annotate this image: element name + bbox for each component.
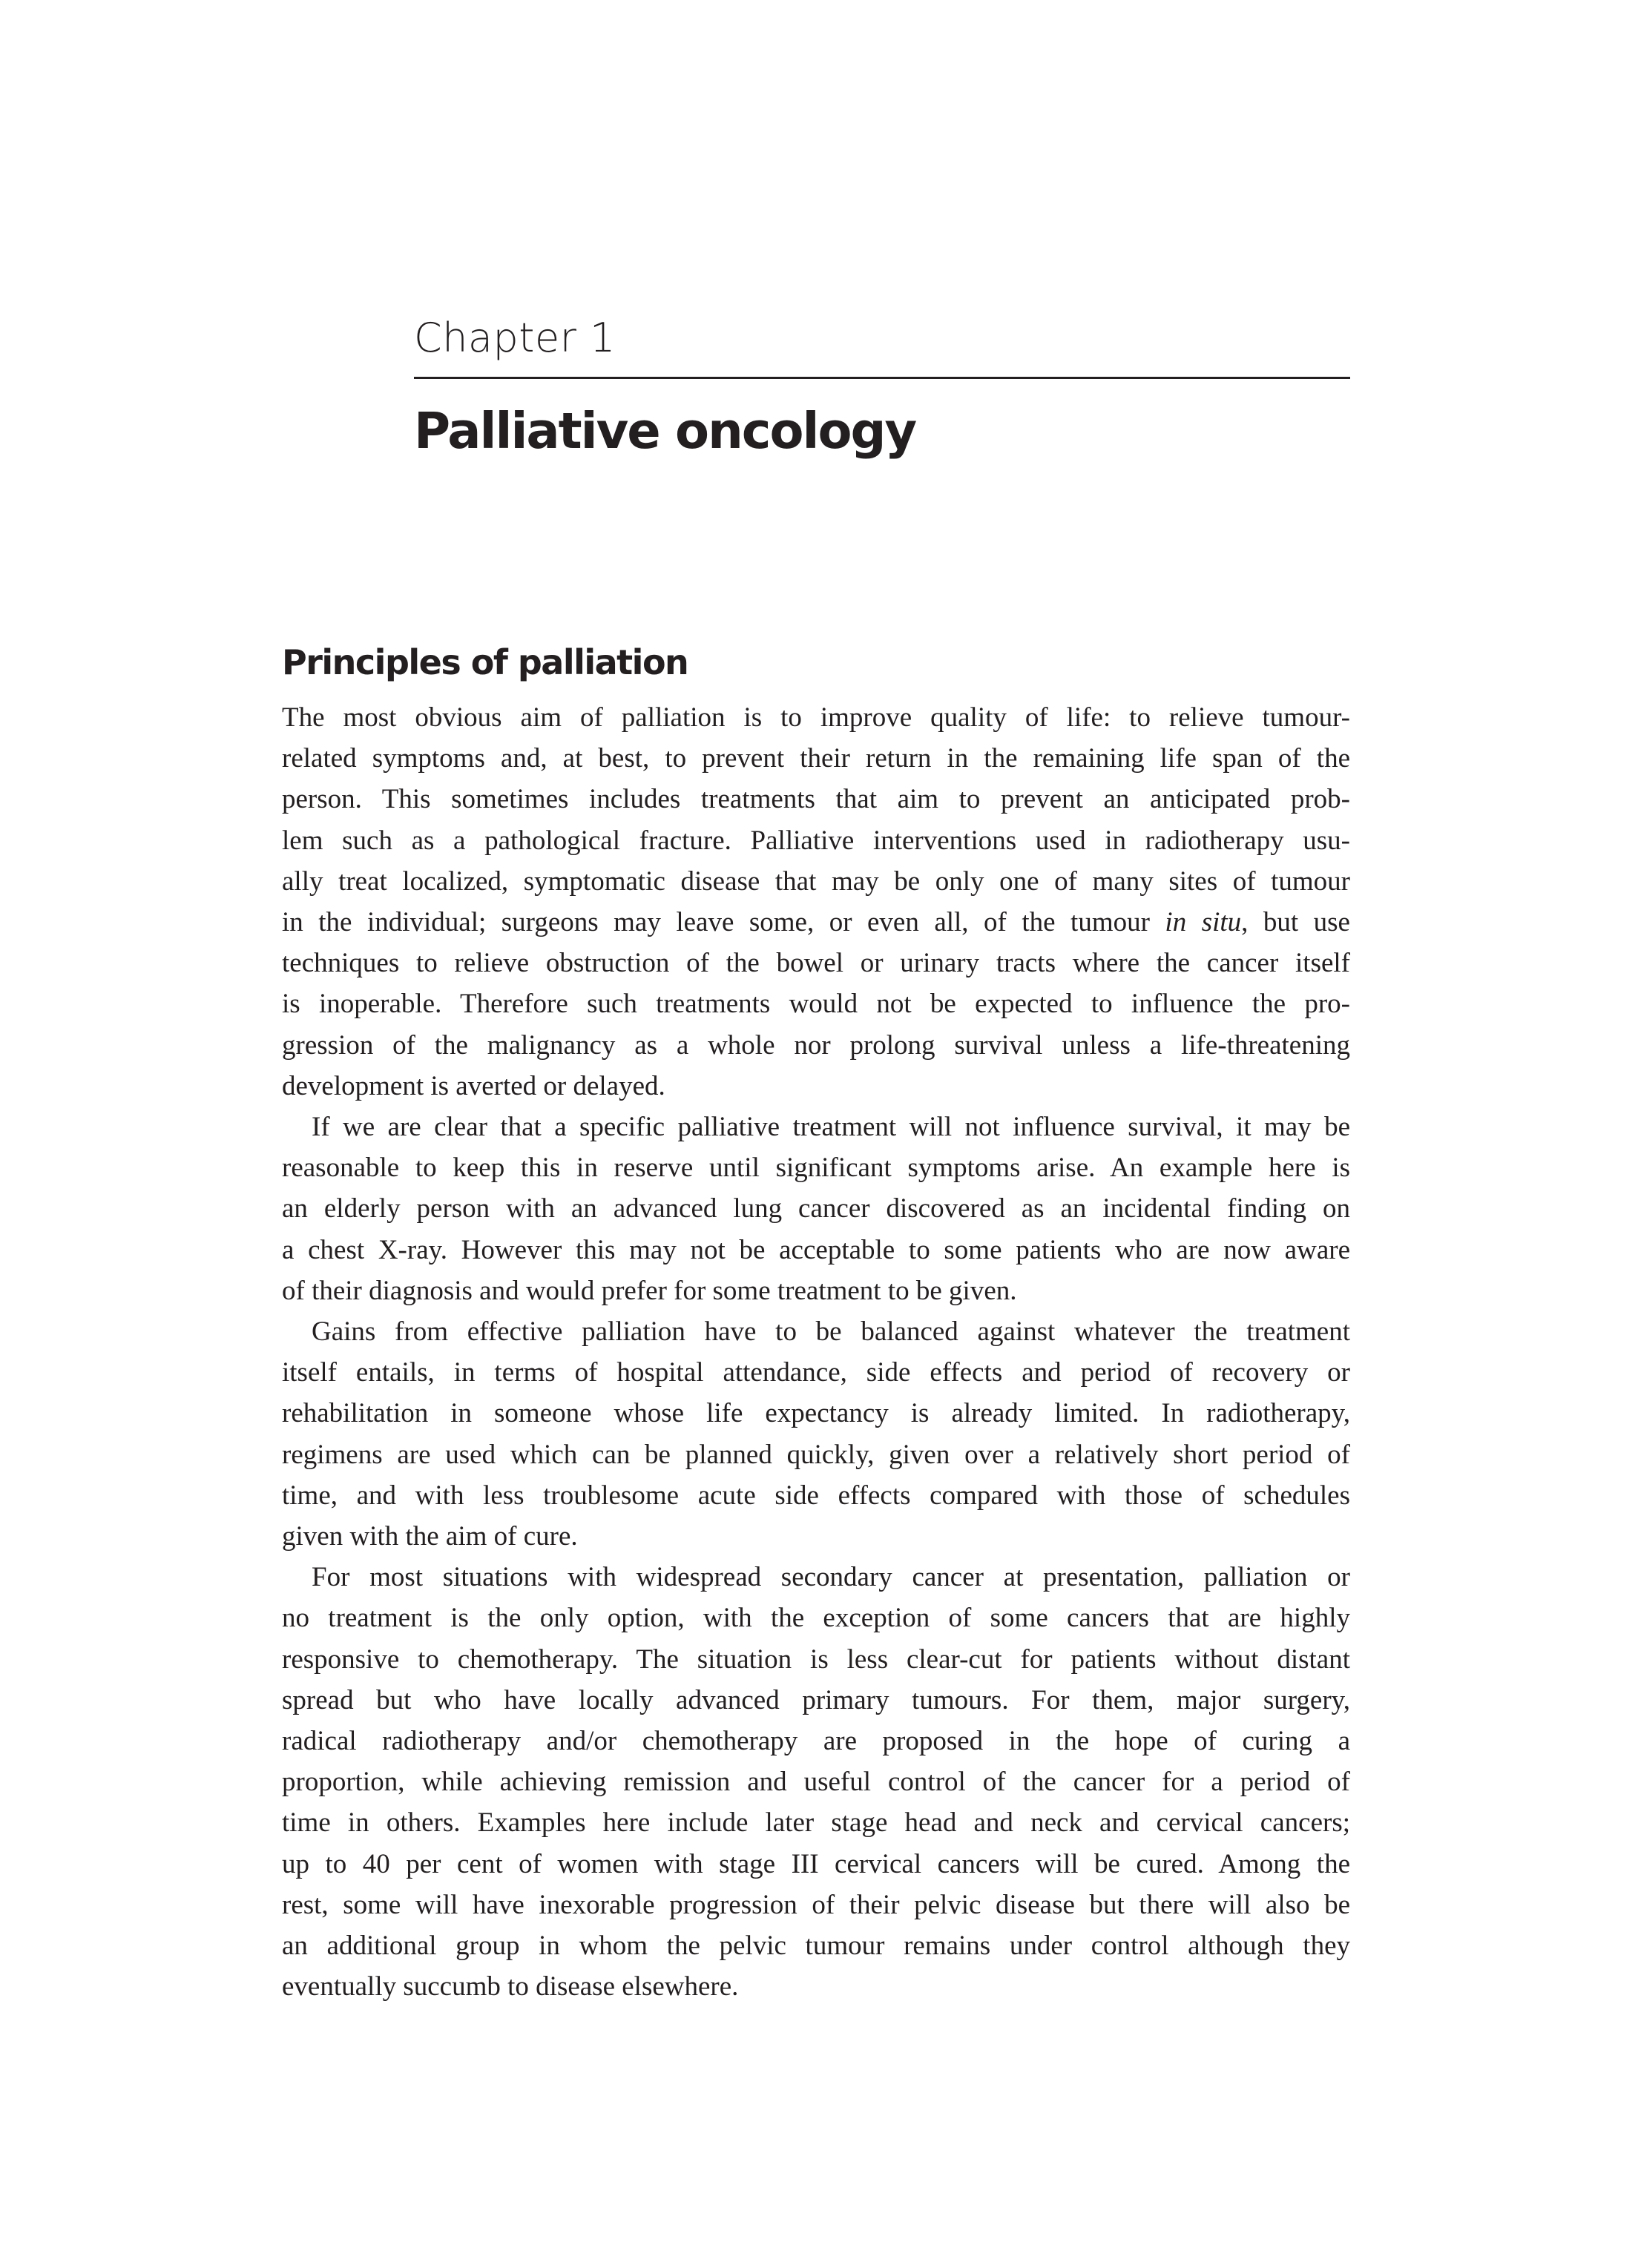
text-line: development is averted or delayed. <box>282 1070 665 1101</box>
text-line: If we are clear that a specific palliative treatment will not influence survival, it may be <box>312 1112 1350 1143</box>
text-line: no treatment is the only option, with the exception of some cancers that are highly <box>282 1603 1350 1634</box>
text-line: spread but who have locally advanced primary tumours. For them, major surgery, <box>282 1684 1350 1715</box>
text-line: radical radiotherapy and/or chemotherapy are proposed in the hope of curing a <box>282 1726 1350 1757</box>
text-line: person. This sometimes includes treatments that aim to prevent an anticipated prob- <box>282 784 1350 815</box>
chapter-title: Palliative oncology <box>414 402 916 460</box>
chapter-label: Chapter 1 <box>414 314 616 361</box>
text-line: responsive to chemotherapy. The situation is less clear-cut for patients without distant <box>282 1644 1350 1675</box>
text-line: up to 40 per cent of women with stage III cervical cancers will be cured. Among the <box>282 1848 1350 1879</box>
text-line: lem such as a pathological fracture. Palliative interventions used in radiotherapy usu- <box>282 825 1350 856</box>
text-line: a chest X-ray. However this may not be acceptable to some patients who are now aware <box>282 1234 1350 1265</box>
text-line: time, and with less troublesome acute side effects compared with those of schedules <box>282 1480 1350 1511</box>
text-line: an additional group in whom the pelvic tumour remains under control although they <box>282 1931 1350 1962</box>
text-line: an elderly person with an advanced lung cancer discovered as an incidental finding on <box>282 1193 1350 1224</box>
text-line: For most situations with widespread secondary cancer at presentation, palliation or <box>312 1562 1350 1593</box>
text-line: regimens are used which can be planned quickly, given over a relatively short period of <box>282 1439 1350 1470</box>
text-line: itself entails, in terms of hospital attendance, side effects and period of recovery or <box>282 1357 1350 1388</box>
paragraph-3 <box>282 1311 1350 1557</box>
section-heading: Principles of palliation <box>282 642 688 682</box>
text-line: of their diagnosis and would prefer for some treatment to be given. <box>282 1275 1017 1306</box>
text-line: given with the aim of cure. <box>282 1521 578 1552</box>
text-run: , but use <box>1241 907 1350 938</box>
chapter-rule <box>414 377 1350 379</box>
text-line: rest, some will have inexorable progression of their pelvic disease but there will also be <box>282 1889 1350 1920</box>
body-text <box>282 697 1350 2008</box>
paragraph-1 <box>282 697 1350 1107</box>
text-line: gression of the malignancy as a whole nor prolong survival unless a life-threatening <box>282 1029 1350 1061</box>
text-line: eventually succumb to disease elsewhere. <box>282 1971 739 2002</box>
text-line: time in others. Examples here include later stage head and neck and cervical cancers; <box>282 1807 1350 1839</box>
paragraph-2 <box>282 1107 1350 1311</box>
text-line: The most obvious aim of palliation is to improve quality of life: to relieve tumour- <box>282 702 1350 733</box>
text-line: is inoperable. Therefore such treatments would not be expected to influence the pro- <box>282 989 1350 1020</box>
text-line: related symptoms and, at best, to prevent their return in the remaining life span of the <box>282 743 1350 774</box>
italic-term: in situ <box>1165 907 1242 938</box>
text-line: rehabilitation in someone whose life expectancy is already limited. In radiotherapy, <box>282 1398 1350 1429</box>
text-line: proportion, while achieving remission and useful control of the cancer for a period of <box>282 1767 1350 1798</box>
paragraph-4 <box>282 1557 1350 2007</box>
text-line: Gains from effective palliation have to be balanced against whatever the treatment <box>312 1316 1350 1348</box>
text-line: techniques to relieve obstruction of the bowel or urinary tracts where the cancer itself <box>282 948 1350 979</box>
text-run: in the individual; surgeons may leave some, or even all, of the tumour <box>282 907 1165 938</box>
text-line: reasonable to keep this in reserve until significant symptoms arise. An example here is <box>282 1153 1350 1184</box>
text-line <box>282 902 1350 943</box>
text-line: ally treat localized, symptomatic disease that may be only one of many sites of tumour <box>282 866 1350 897</box>
